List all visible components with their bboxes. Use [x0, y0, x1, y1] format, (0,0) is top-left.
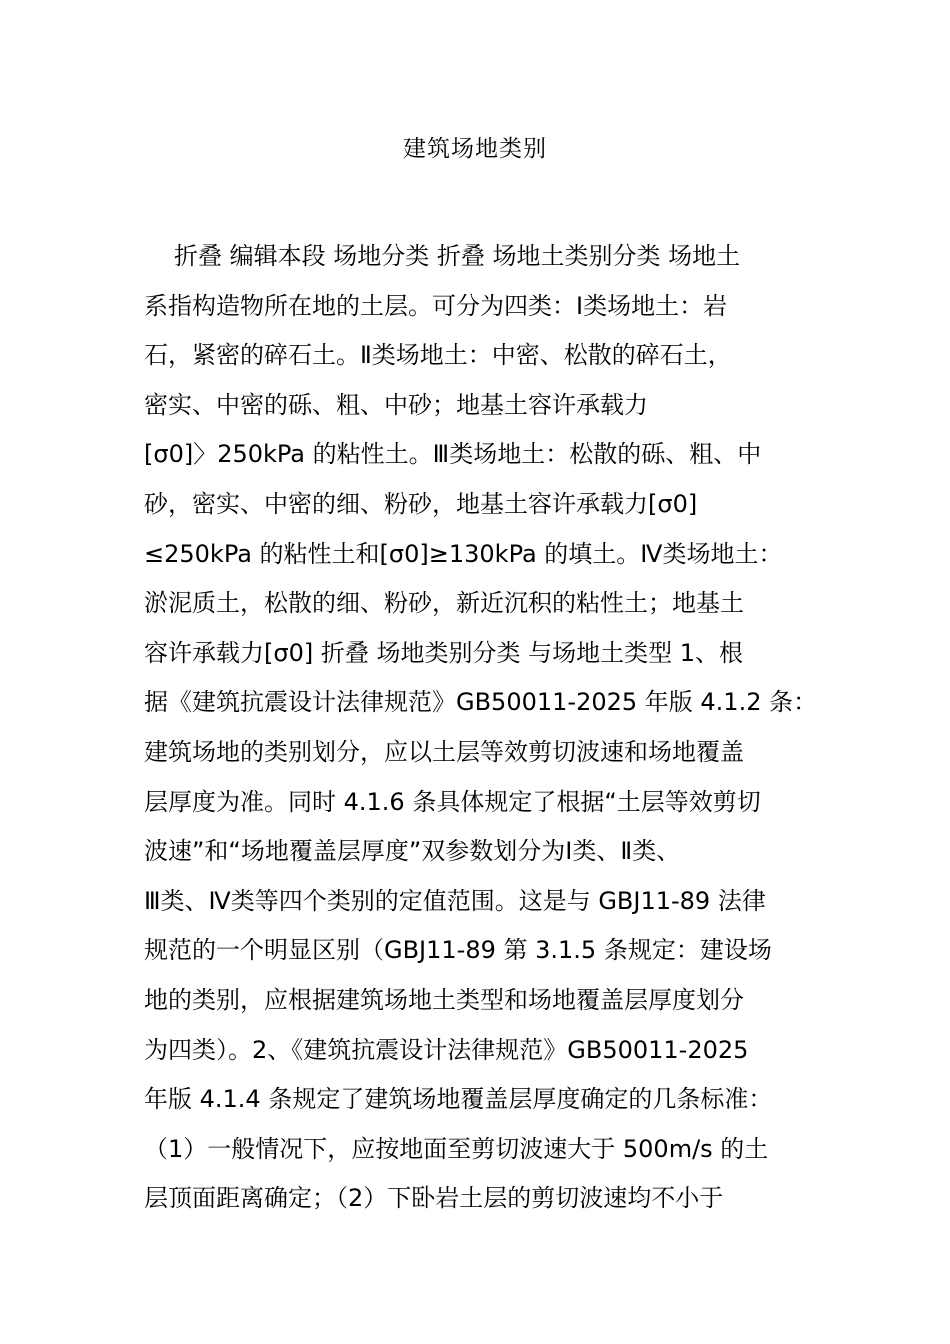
body-line: 石，紧密的碎石土。Ⅱ类场地土：中密、松散的碎石土，: [144, 341, 732, 370]
body-line: ≤250kPa 的粘性土和[σ0]≥130kPa 的填土。Ⅳ类场地土：: [144, 539, 783, 568]
body-line: 砂，密实、中密的细、粉砂，地基土容许承载力[σ0]: [144, 489, 698, 518]
body-line: 层顶面距离确定；（2）下卧岩土层的剪切波速均不小于: [144, 1184, 724, 1213]
body-line: 密实、中密的砾、粗、中砂；地基土容许承载力: [144, 390, 648, 419]
body-line: Ⅲ类、Ⅳ类等四个类别的定值范围。这是与 GBJ11-89 法律: [144, 886, 766, 915]
body-line: 容许承载力[σ0] 折叠 场地类别分类 与场地土类型 1、根: [144, 638, 743, 667]
body-line: 系指构造物所在地的土层。可分为四类：Ⅰ类场地土：岩: [144, 291, 728, 320]
body-line: 层厚度为准。同时 4.1.6 条具体规定了根据“土层等效剪切: [144, 787, 761, 816]
body-line: 建筑场地的类别划分，应以土层等效剪切波速和场地覆盖: [144, 737, 744, 766]
body-line: [σ0]〉250kPa 的粘性土。Ⅲ类场地土：松散的砾、粗、中: [144, 440, 762, 469]
body-line: 规范的一个明显区别（GBJ11-89 第 3.1.5 条规定：建设场: [144, 936, 772, 965]
body-line: 为四类）。2、《建筑抗震设计法律规范》GB50011-2025: [144, 1035, 749, 1064]
document-title: 建筑场地类别: [403, 136, 547, 162]
body-line: 地的类别，应根据建筑场地土类型和场地覆盖层厚度划分: [144, 985, 744, 1014]
body-line: 淤泥质土，松散的细、粉砂，新近沉积的粘性土；地基土: [144, 589, 744, 618]
body-line: 折叠 编辑本段 场地分类 折叠 场地土类别分类 场地土: [174, 242, 741, 270]
body-line: 年版 4.1.4 条规定了建筑场地覆盖层厚度确定的几条标准：: [144, 1085, 773, 1114]
body-line: 波速”和“场地覆盖层厚度”双参数划分为Ⅰ类、Ⅱ类、: [144, 837, 681, 866]
document-body: [144, 232, 818, 1224]
body-line: 据《建筑抗震设计法律规范》GB50011-2025 年版 4.1.2 条：: [144, 688, 818, 717]
body-line: （1）一般情况下，应按地面至剪切波速大于 500m/s 的土: [144, 1134, 769, 1163]
